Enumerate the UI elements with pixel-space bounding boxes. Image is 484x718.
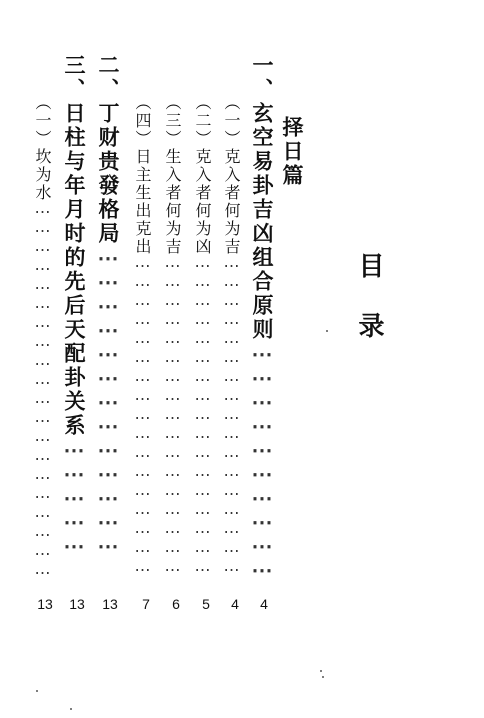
- toc-entry-1-1[interactable]: （一）克入者何为吉⋯⋯⋯⋯⋯⋯⋯⋯⋯⋯⋯⋯⋯⋯⋯⋯⋯: [222, 94, 241, 579]
- scan-speck: [322, 676, 324, 678]
- leader-dots: ⋯⋯⋯⋯⋯: [62, 438, 87, 558]
- page-number: 4: [231, 596, 239, 612]
- toc-entry-1-4[interactable]: （四）日主生出克出⋯⋯⋯⋯⋯⋯⋯⋯⋯⋯⋯⋯⋯⋯⋯⋯⋯: [133, 94, 152, 579]
- page-number: 6: [172, 596, 180, 612]
- toc-entry-3-1[interactable]: （一）坎为水⋯⋯⋯⋯⋯⋯⋯⋯⋯⋯⋯⋯⋯⋯⋯⋯⋯⋯⋯⋯: [33, 94, 52, 582]
- toc-entry-1[interactable]: 一、玄空易卦吉凶组合原则⋯⋯⋯⋯⋯⋯⋯⋯⋯⋯: [250, 54, 275, 582]
- scan-speck: [36, 690, 38, 692]
- leader-dots: ⋯⋯⋯⋯⋯⋯⋯⋯⋯⋯: [250, 342, 275, 582]
- page-number: 13: [102, 596, 118, 612]
- leader-dots: ⋯⋯⋯⋯⋯⋯⋯⋯⋯⋯⋯⋯⋯: [96, 246, 121, 558]
- toc-entry-2[interactable]: 二、丁财贵發格局⋯⋯⋯⋯⋯⋯⋯⋯⋯⋯⋯⋯⋯: [96, 54, 121, 558]
- toc-entry-1-3[interactable]: （三）生入者何为吉⋯⋯⋯⋯⋯⋯⋯⋯⋯⋯⋯⋯⋯⋯⋯⋯⋯: [163, 94, 182, 579]
- scan-speck: [70, 708, 72, 710]
- toc-entry-3[interactable]: 三、日柱与年月时的先后天配卦关系⋯⋯⋯⋯⋯: [62, 54, 87, 558]
- leader-dots: ⋯⋯⋯⋯⋯⋯⋯⋯⋯⋯⋯⋯⋯⋯⋯⋯⋯: [163, 256, 182, 579]
- page-number: 13: [37, 596, 53, 612]
- toc-entry-1-2[interactable]: （二）克入者何为凶⋯⋯⋯⋯⋯⋯⋯⋯⋯⋯⋯⋯⋯⋯⋯⋯⋯: [193, 94, 212, 579]
- scan-speck: [320, 670, 322, 672]
- leader-dots: ⋯⋯⋯⋯⋯⋯⋯⋯⋯⋯⋯⋯⋯⋯⋯⋯⋯⋯⋯⋯: [33, 202, 52, 582]
- page-number: 5: [202, 596, 210, 612]
- leader-dots: ⋯⋯⋯⋯⋯⋯⋯⋯⋯⋯⋯⋯⋯⋯⋯⋯⋯: [193, 256, 212, 579]
- toc-heading: 择日篇: [280, 116, 305, 188]
- page-number: 7: [142, 596, 150, 612]
- page-number: 4: [260, 596, 268, 612]
- scan-speck: [326, 330, 328, 332]
- page-number: 13: [69, 596, 85, 612]
- leader-dots: ⋯⋯⋯⋯⋯⋯⋯⋯⋯⋯⋯⋯⋯⋯⋯⋯⋯: [133, 256, 152, 579]
- leader-dots: ⋯⋯⋯⋯⋯⋯⋯⋯⋯⋯⋯⋯⋯⋯⋯⋯⋯: [222, 256, 241, 579]
- page-title: 目录: [354, 252, 384, 372]
